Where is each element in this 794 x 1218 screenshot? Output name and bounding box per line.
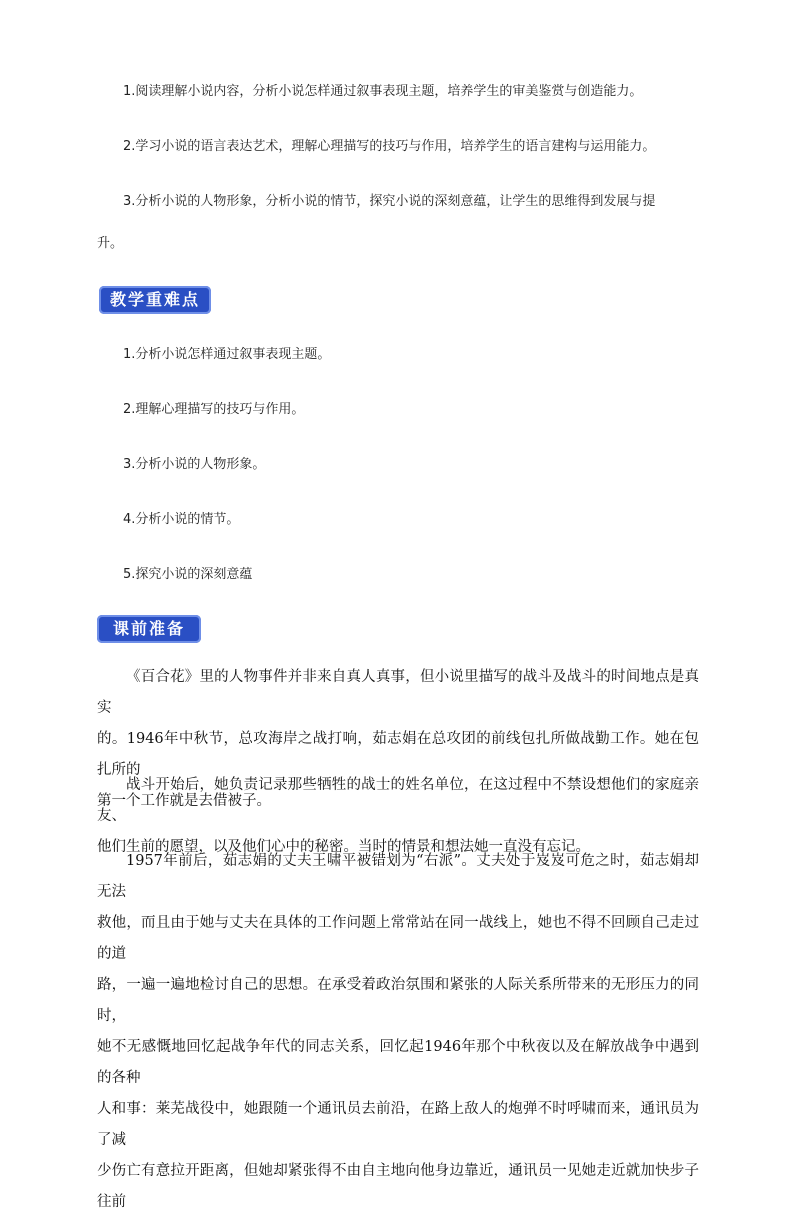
objective-2: 2.学习小说的语言表达艺术，理解心理描写的技巧与作用，培养学生的语言建构与运用能力。	[123, 139, 656, 154]
key-point-4: 4.分析小说的情节。	[123, 512, 240, 527]
preparation-paragraph-3	[97, 846, 699, 1218]
paragraph-line: 他们生前的愿望，以及他们心中的秘密。当时的情景和想法她一直没有忘记。	[97, 839, 590, 855]
objective-3-continued: 升。	[97, 236, 124, 251]
paragraph-line: 少伤亡有意拉开距离，但她却紧张得不由自主地向他身边靠近，通讯员一见她走近就加快步子往前	[97, 1163, 699, 1210]
paragraph-line: 她不无感慨地回忆起战争年代的同志关系，回忆起1946年那个中秋夜以及在解放战争中遇到的各种	[97, 1039, 699, 1086]
key-point-2: 2.理解心理描写的技巧与作用。	[123, 402, 305, 417]
paragraph-line: 第一个工作就是去借被子。	[97, 793, 271, 809]
key-point-3: 3.分析小说的人物形象。	[123, 457, 266, 472]
paragraph-line: 救他，而且由于她与丈夫在具体的工作问题上常常站在同一战线上，她也不得不回顾自己走过的道	[97, 915, 699, 962]
section-heading-key-points: 教学重难点	[99, 286, 211, 314]
paragraph-line: 1957年前后，茹志娟的丈夫王啸平被错划为“右派”。丈夫处于岌岌可危之时，茹志娟却无法	[97, 853, 699, 900]
objective-3: 3.分析小说的人物形象，分析小说的情节，探究小说的深刻意蕴，让学生的思维得到发展与提	[123, 194, 656, 209]
paragraph-line: 路，一遍一遍地检讨自己的思想。在承受着政治氛围和紧张的人际关系所带来的无形压力的同时，	[97, 977, 699, 1024]
paragraph-line: 《百合花》里的人物事件并非来自真人真事，但小说里描写的战斗及战斗的时间地点是真实	[97, 669, 699, 716]
objective-1: 1.阅读理解小说内容，分析小说怎样通过叙事表现主题，培养学生的审美鉴赏与创造能力。	[123, 84, 643, 99]
key-point-5: 5.探究小说的深刻意蕴	[123, 567, 253, 582]
paragraph-line: 战斗开始后，她负责记录那些牺牲的战士的姓名单位，在这过程中不禁设想他们的家庭亲友、	[97, 777, 699, 824]
paragraph-line: 的。1946年中秋节，总攻海岸之战打响，茹志娟在总攻团的前线包扎所做战勤工作。她在包扎所的	[97, 731, 699, 778]
paragraph-line: 人和事：莱芜战役中，她跟随一个通讯员去前沿，在路上敌人的炮弹不时呼啸而来，通讯员为了减	[97, 1101, 699, 1148]
key-point-1: 1.分析小说怎样通过叙事表现主题。	[123, 347, 331, 362]
section-heading-preparation: 课前准备	[97, 615, 201, 643]
